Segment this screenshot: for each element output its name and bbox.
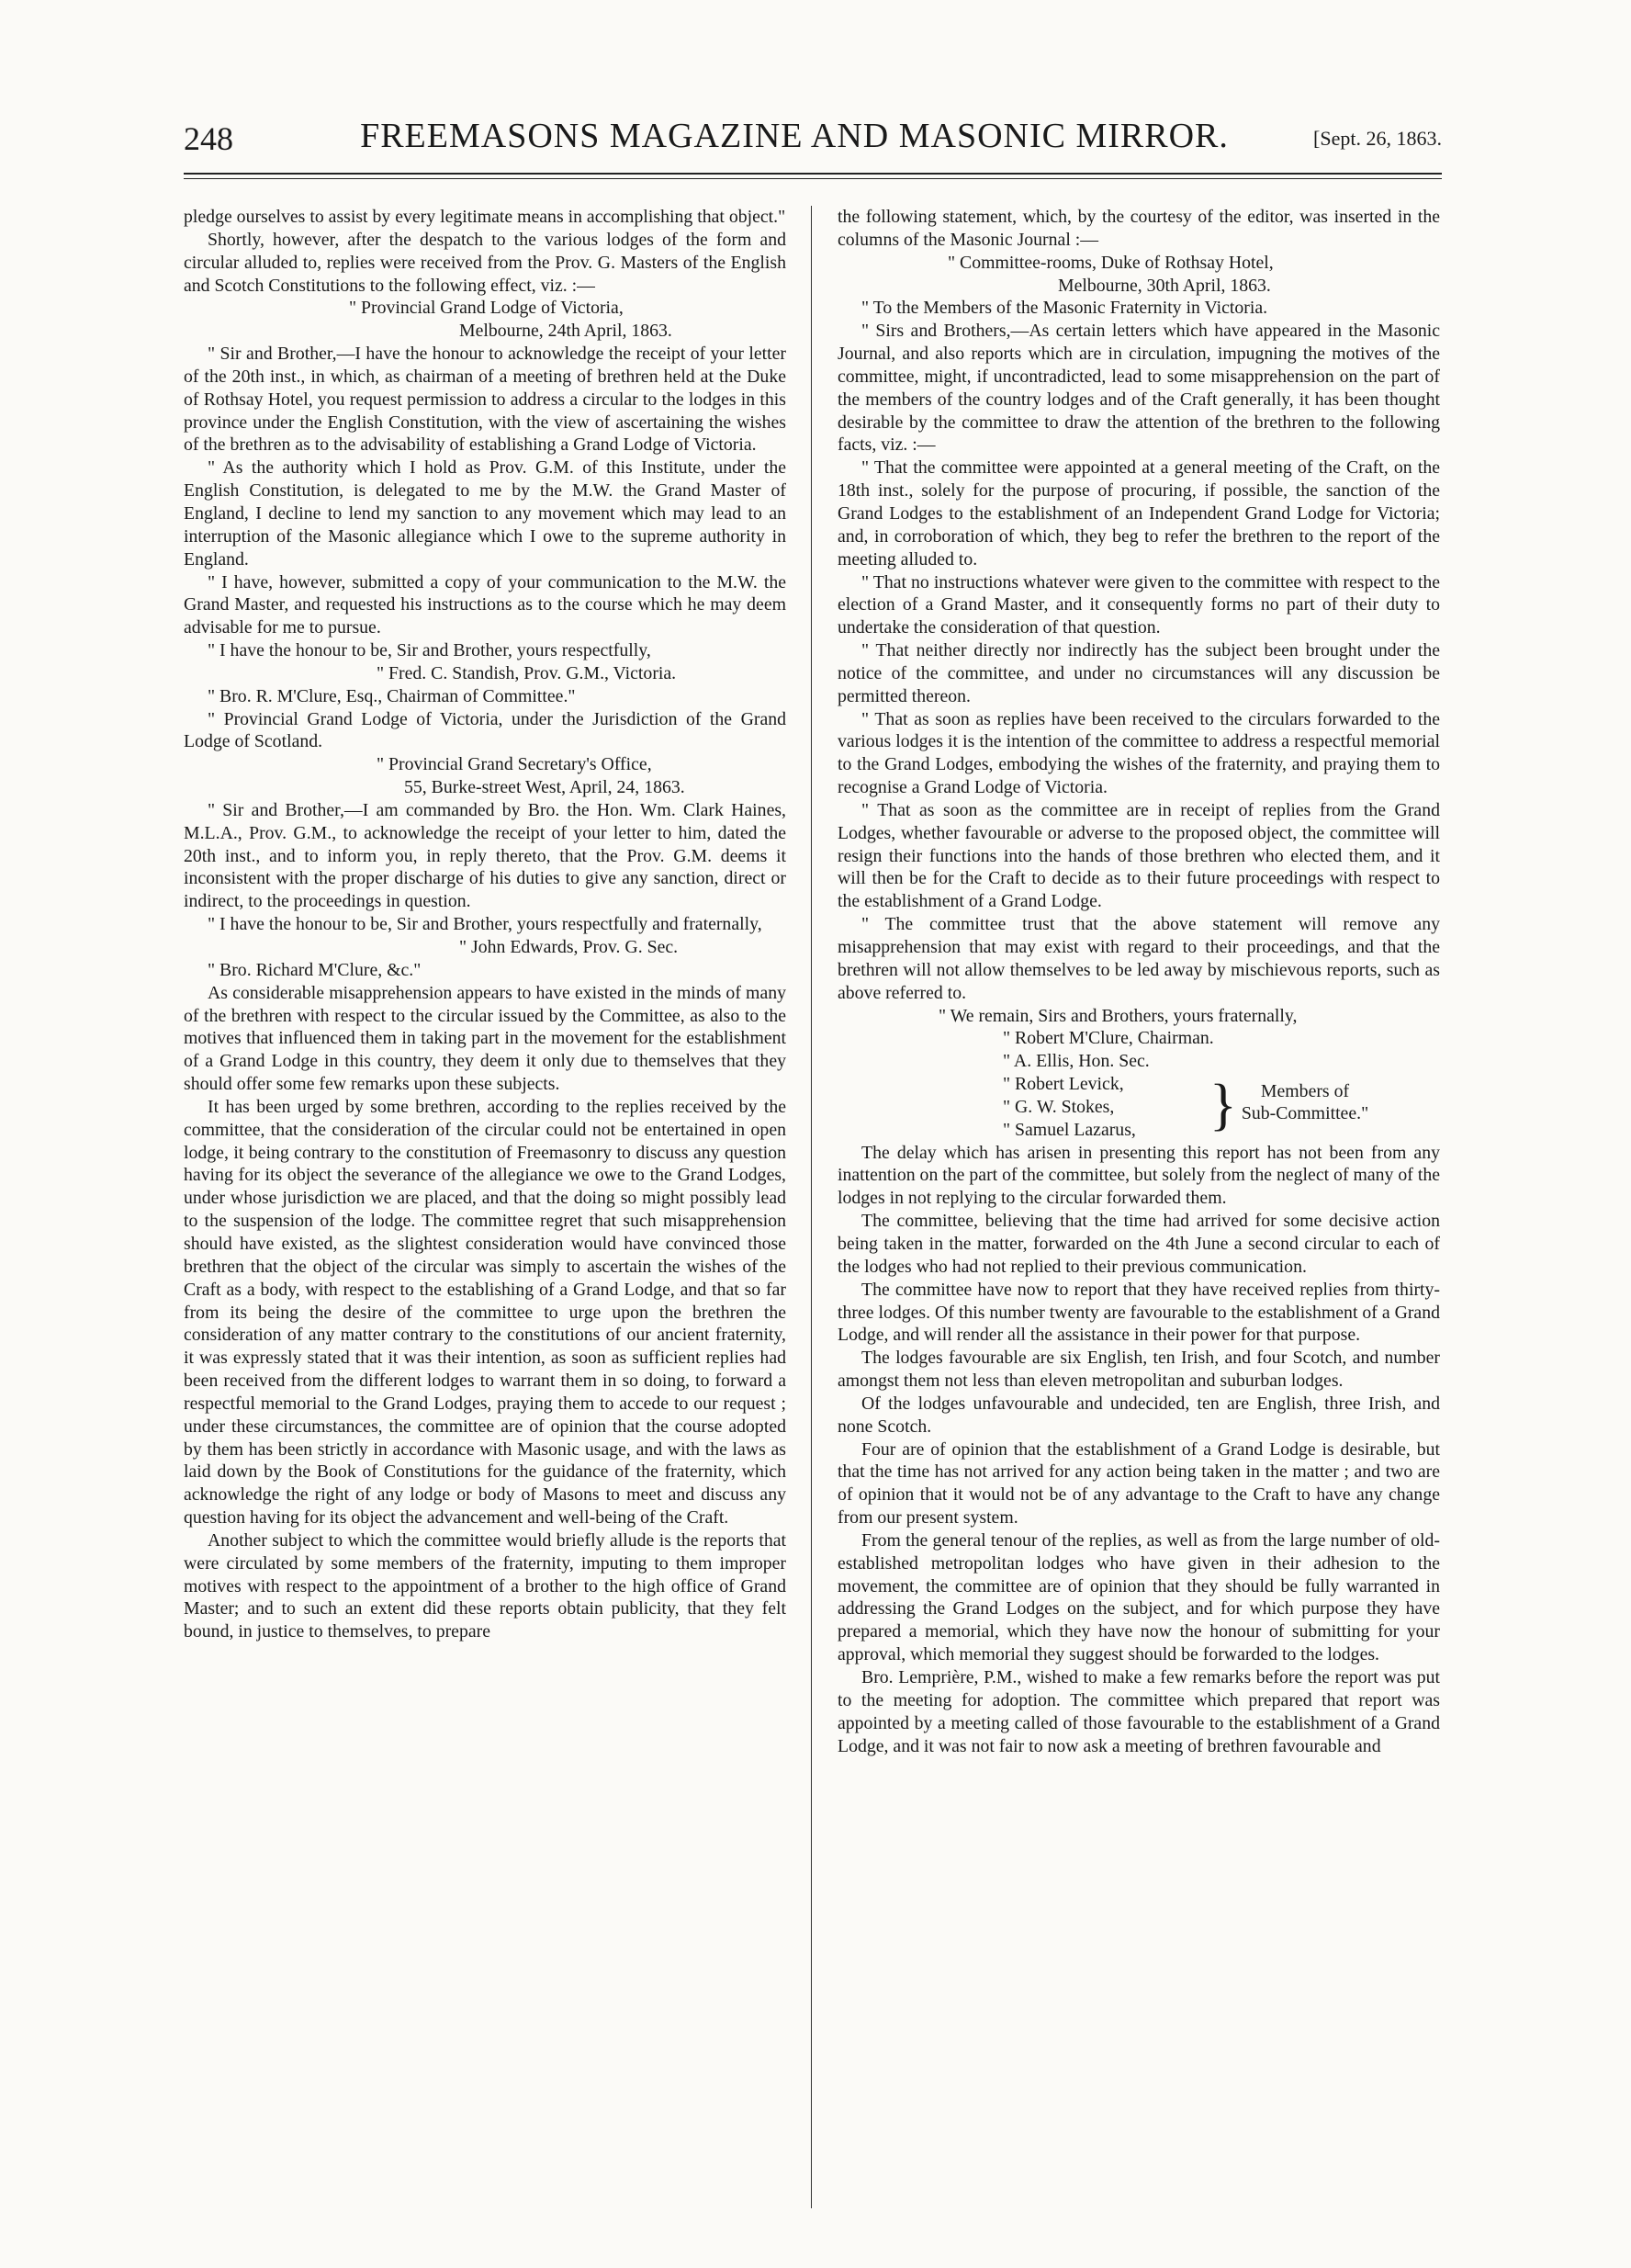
paragraph: Bro. Lemprière, P.M., wished to make a few remarks before the report was put to the meeting for adoption. The committee which prepared that report was appointed by a meeting called of those favourable to the establishment of a Grand Lodge, and it was not fair to now ask a meeting of brethren favourable and (838, 1667, 1440, 1756)
letter-office: " Provincial Grand Secretary's Office, (377, 754, 652, 775)
paragraph: " I have the honour to be, Sir and Brother, yours respectfully and fraternally, (208, 914, 762, 935)
sub-committee-signatures (838, 1073, 1440, 1142)
paragraph: " Sir and Brother,—I am commanded by Bro. the Hon. Wm. Clark Haines, M.L.A., Prov. G.M., to acknowledge the receipt of your letter to him, dated the 20th inst., and to inform you, in reply thereto, that the Prov. G.M. deems it inconsistent with the proper discharge of his duties to give any sanction, direct or indirect, to the proceedings in question. (184, 799, 786, 912)
letter-closing: " We remain, Sirs and Brothers, yours fraternally, (939, 1005, 1298, 1026)
letter-heading: " Provincial Grand Lodge of Victoria, under the Jurisdiction of the Grand Lodge of Scotland. (184, 708, 786, 752)
paragraph: Another subject to which the committee would briefly allude is the reports that were circulated by some members of the fraternity, imputing to them improper motives with respect to the appointment of a brother to the high office of Grand Master; and to such an extent did these reports obtain publicity, that they felt bound, in justice to themselves, to prepare (184, 1529, 786, 1642)
left-column (184, 206, 786, 2208)
letter-heading: " Provincial Grand Lodge of Victoria, (349, 298, 624, 319)
brace-label-line: Sub-Committee." (1241, 1103, 1369, 1124)
paragraph: the following statement, which, by the courtesy of the editor, was inserted in the columns of the Masonic Journal :— (838, 207, 1440, 250)
right-column (838, 206, 1440, 2208)
paragraph: " That as soon as the committee are in receipt of replies from the Grand Lodges, whether favourable or adverse to the proposed object, the committee will resign their functions into the hands of those brethren who elected them, and it will then be for the Craft to decide as to their future proceedings with respect to the establishment of a Grand Lodge. (838, 799, 1440, 912)
addressee: " Bro. R. M'Clure, Esq., Chairman of Committee." (208, 685, 576, 706)
paragraph: " That neither directly nor indirectly has the subject been brought under the notice of the committee, and under no circumstances will any discussion be permitted thereon. (838, 640, 1440, 706)
paragraph: " As the authority which I hold as Prov. G.M. of this Institute, under the English Constitution, is delegated to me by the M.W. the Grand Master of England, I decline to lend my sanction to any movement which may lead to an interruption of the Masonic allegiance which I owe to the supreme authority in England. (184, 457, 786, 570)
brace-label-line: Members of (1260, 1081, 1350, 1102)
paragraph: The delay which has arisen in presenting this report has not been from any inattention on the part of the committee, but solely from the neglect of many of the lodges in not replying to the circular forwarded them. (838, 1142, 1440, 1209)
paragraph: " I have, however, submitted a copy of your communication to the M.W. the Grand Master, and requested his instructions as to the course which he may deem advisable for me to pursue. (184, 571, 786, 638)
issue-date: [Sept. 26, 1863. (1313, 127, 1442, 150)
brace-glyph: } (1209, 1074, 1237, 1137)
paragraph: " Sir and Brother,—I have the honour to acknowledge the receipt of your letter of the 20th inst., in which, as chairman of a meeting of brethren held at the Duke of Rothsay Hotel, you request permission to address a circular to the lodges in this province under the English Constitution, with the view of ascertaining the wishes of the brethren as to the advisability of establishing a Grand Lodge of Victoria. (184, 344, 786, 456)
signature: " John Edwards, Prov. G. Sec. (459, 937, 679, 957)
paragraph: The committee, believing that the time had arrived for some decisive action being taken in the matter, forwarded on the 4th June a second circular to each of the lodges who had not replied to their previous communication. (838, 1211, 1440, 1277)
paragraph: pledge ourselves to assist by every legitimate means in accomplishing that object." (184, 207, 786, 227)
paragraph: From the general tenour of the replies, as well as from the large number of old-established metropolitan lodges who have given in their adhesion to the movement, the committee are of opinion that they should be fully warranted in addressing the Grand Lodges on the subject, and for which purpose they have prepared a memorial, which they have now the honour of submitting for your approval, which memorial they suggest should be forwarded to the lodges. (838, 1529, 1440, 1665)
paragraph: " That no instructions whatever were given to the committee with respect to the election of a Grand Master, and it consequently forms no part of their duty to undertake the consideration of that question. (838, 571, 1440, 638)
page-number: 248 (184, 120, 233, 157)
paragraph: " Sirs and Brothers,—As certain letters which have appeared in the Masonic Journal, and also reports which are in circulation, impugning the motives of the committee, might, if uncontradicted, lead to some misapprehension on the part of the members of the country lodges and of the Craft generally, it has been thought desirable by the committee to draw the attention of the brethren to the following facts, viz. :— (838, 321, 1440, 456)
paragraph: " The committee trust that the above statement will remove any misapprehension that may exist with regard to their proceedings, and that the brethren will not allow themselves to be led away by mischievous reports, such as above referred to. (838, 914, 1440, 1003)
page-header (184, 110, 1442, 165)
signature: " Fred. C. Standish, Prov. G.M., Victoria. (377, 662, 677, 683)
letter-date: Melbourne, 24th April, 1863. (459, 321, 672, 342)
letter-salutation: " To the Members of the Masonic Fraternity in Victoria. (861, 298, 1268, 319)
letter-heading: " Committee-rooms, Duke of Rothsay Hotel, (948, 252, 1274, 273)
paragraph: Four are of opinion that the establishment of a Grand Lodge is desirable, but that the time has not arrived for any action being taken in the matter ; and two are of opinion that it would not be of any advantage to the Craft to have any change from our present system. (838, 1439, 1440, 1529)
masthead-title: FREEMASONS MAGAZINE AND MASONIC MIRROR. (360, 117, 1229, 155)
header-rule-thick (184, 173, 1442, 175)
letter-date: Melbourne, 30th April, 1863. (1058, 275, 1271, 296)
addressee: " Bro. Richard M'Clure, &c." (208, 959, 422, 980)
letter-date: 55, Burke-street West, April, 24, 1863. (404, 777, 685, 798)
paragraph: As considerable misapprehension appears to have existed in the minds of many of the brethren with respect to the circular issued by the Committee, as also to the motives that influenced them in taking part in the movement for the establishment of a Grand Lodge in this country, they deem it only due to themselves that they should offer some few remarks upon these subjects. (184, 982, 786, 1095)
column-divider (811, 206, 812, 2208)
sub-committee-label (1227, 1080, 1383, 1124)
paragraph: The lodges favourable are six English, ten Irish, and four Scotch, and number amongst them not less than eleven metropolitan and suburban lodges. (838, 1348, 1440, 1392)
paragraph: Shortly, however, after the despatch to the various lodges of the form and circular alluded to, replies were received from the Prov. G. Masters of the English and Scotch Constitutions to the following effect, viz. :— (184, 229, 786, 296)
signature: " Robert M'Clure, Chairman. (1003, 1028, 1214, 1049)
paragraph: " That as soon as replies have been received to the circulars forwarded to the various lodges it is the intention of the committee to address a respectful memorial to the Grand Lodges, embodying the wishes of the fraternity, and praying them to recognise a Grand Lodge of Victoria. (838, 708, 1440, 798)
paragraph: " That the committee were appointed at a general meeting of the Craft, on the 18th inst., solely for the purpose of procuring, if possible, the sanction of the Grand Lodges to the establishment of an Independent Grand Lodge for Victoria; and, in corroboration of which, they beg to refer the brethren to the report of the meeting alluded to. (838, 457, 1440, 570)
header-rule-thin (184, 178, 1442, 179)
signature: " Robert Levick, (1003, 1074, 1124, 1095)
paragraph: Of the lodges unfavourable and undecided, ten are English, three Irish, and none Scotch. (838, 1393, 1440, 1437)
signature: " G. W. Stokes, (1003, 1096, 1115, 1117)
signature: " A. Ellis, Hon. Sec. (1003, 1051, 1150, 1072)
signature: " Samuel Lazarus, (1003, 1119, 1136, 1140)
paragraph: The committee have now to report that they have received replies from thirty-three lodges. Of this number twenty are favourable to the establishment of a Grand Lodge, and will render all the assistance in their power for that purpose. (838, 1279, 1440, 1346)
paragraph: It has been urged by some brethren, according to the replies received by the committee, that the consideration of the circular could not be entertained in open lodge, it being contrary to the constitution of Freemasonry to discuss any question having for its object the severance of the allegiance we owe to the Grand Lodges, under whose jurisdiction we are placed, and that the doing so might possibly lead to the suspension of the lodge. The committee regret that such misapprehension should have existed, as the slightest consideration would have convinced those brethren that the object of the circular was simply to ascertain the wishes of the Craft as a body, with respect to the establishing of a Grand Lodge, and that so far from its being the desire of the committee to urge upon the brethren the consideration of any matter contrary to the constitutions of our ancient fraternity, it was expressly stated that it was their intention, as soon as sufficient replies had been received from the different lodges to warrant them in so doing, to forward a respectful memorial to the Grand Lodges, praying them to accede to our request ; under these circumstances, the committee are of opinion that the course adopted by them has been strictly in accordance with Masonic usage, and with the laws as laid down by the Book of Constitutions for the guidance of the fraternity, which acknowledge the right of any lodge or body of Masons to meet and discuss any question having for its object the advancement and well-being of the Craft. (184, 1096, 786, 1529)
paragraph: " I have the honour to be, Sir and Brother, yours respectfully, (208, 640, 651, 661)
